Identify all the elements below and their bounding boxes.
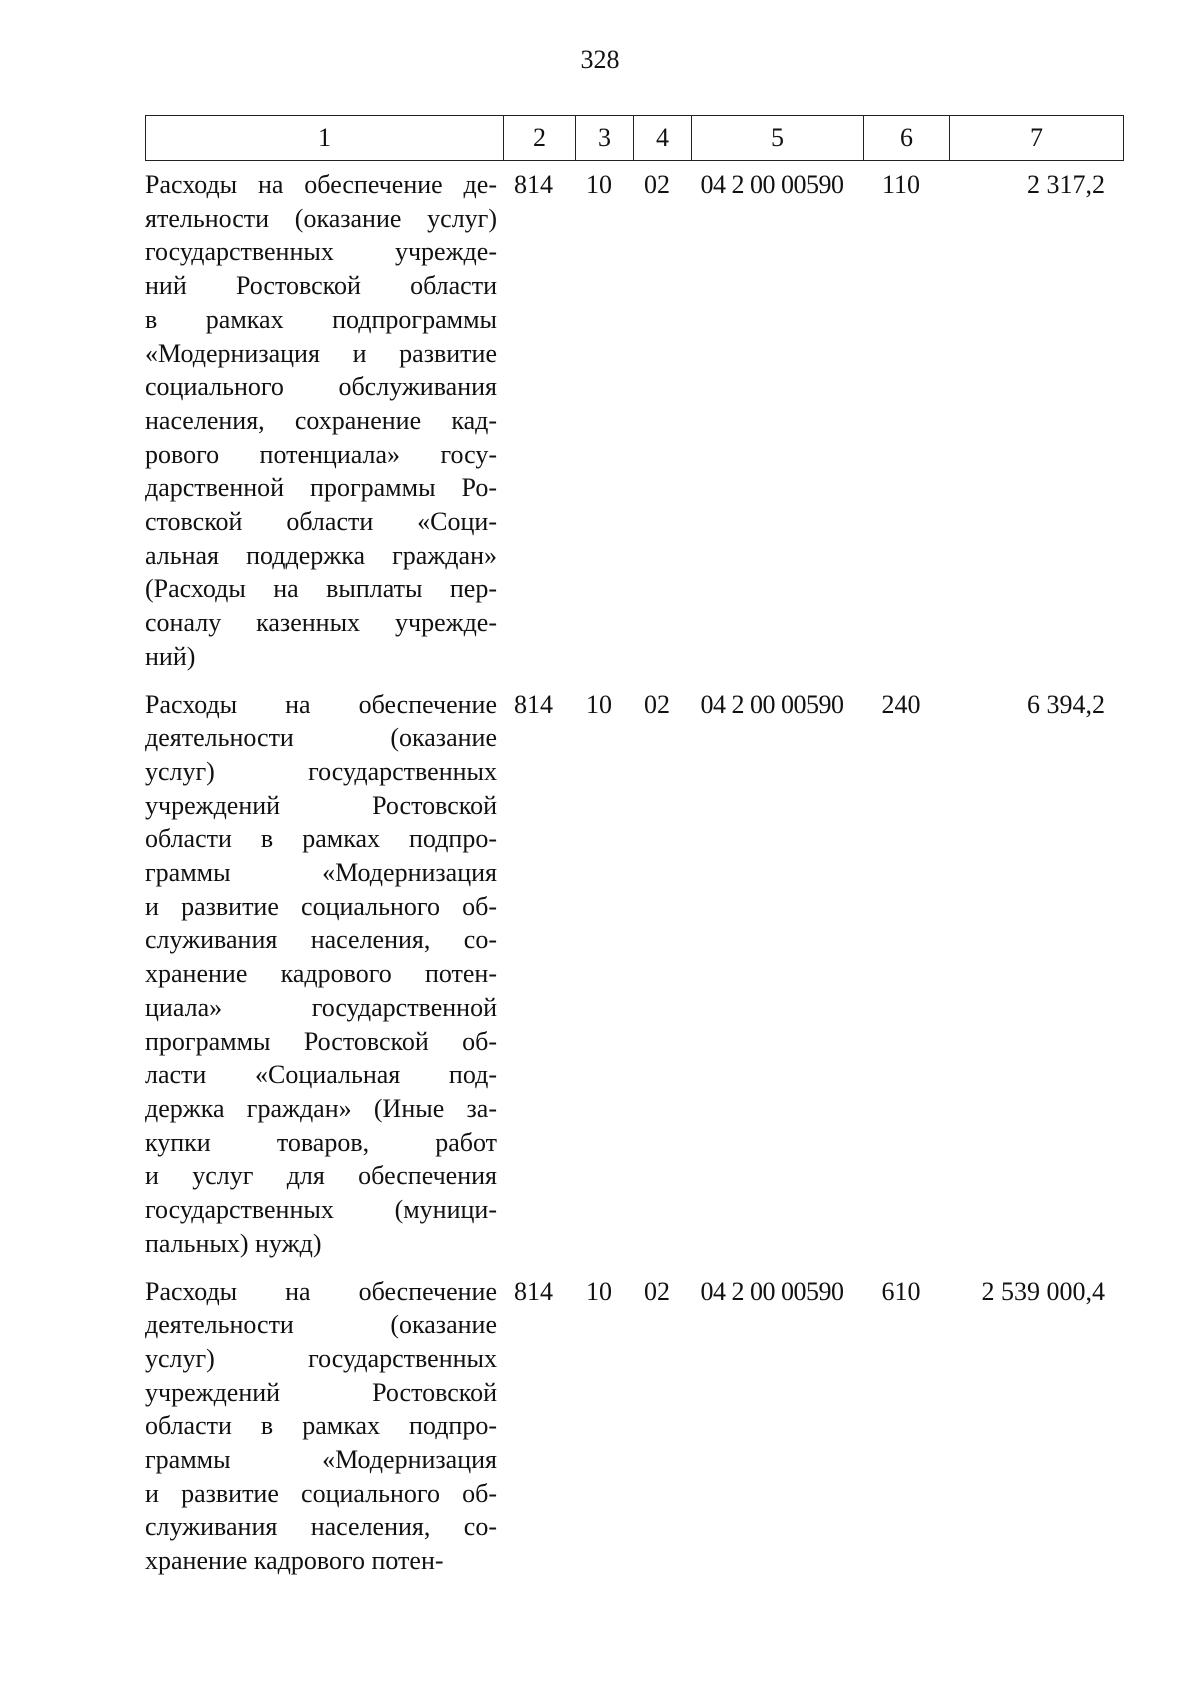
description-line: хранение кадрового потен- xyxy=(145,959,497,989)
description-line: и развитие социального об- xyxy=(145,891,497,921)
column-header-3: 3 xyxy=(576,116,634,161)
description-line: Расходы на обеспечение xyxy=(145,689,497,719)
description-line: учреждений Ростовской xyxy=(145,1377,497,1407)
description-line: учреждений Ростовской xyxy=(145,790,497,820)
amount-cell: 2 539 000,4 xyxy=(981,1276,1105,1306)
table-row xyxy=(145,688,1125,1261)
row-description xyxy=(145,1275,497,1578)
section-code-cell: 10 xyxy=(586,689,612,719)
ministry-code-cell: 814 xyxy=(514,170,553,199)
column-header-5: 5 xyxy=(692,116,864,161)
description-line: населения, сохранение кад- xyxy=(145,405,497,435)
description-line: услуг) государственных xyxy=(145,756,497,786)
description-line: (Расходы на выплаты пер- xyxy=(145,574,497,604)
description-line: альная поддержка граждан» xyxy=(145,540,497,570)
subsection-code-cell: 02 xyxy=(644,689,670,719)
description-line: деятельности (оказание xyxy=(145,723,497,753)
column-header-7: 7 xyxy=(950,116,1124,161)
description-line: служивания населения, со- xyxy=(145,925,497,955)
description-line: деятельности (оказание xyxy=(145,1310,497,1340)
expense-type-cell: 240 xyxy=(881,689,921,719)
description-line: граммы «Модернизация xyxy=(145,858,497,888)
description-line: соналу казенных учрежде- xyxy=(145,608,497,638)
description-line: циала» государственной xyxy=(145,992,497,1022)
column-header-row xyxy=(146,116,1124,161)
description-line: в рамках подпрограммы xyxy=(145,304,497,334)
subsection-code-cell: 02 xyxy=(644,170,670,199)
expense-type-cell: 610 xyxy=(881,1276,921,1306)
description-line: ний Ростовской области xyxy=(145,271,497,301)
table-body xyxy=(145,168,1125,1592)
description-line: пальных) нужд) xyxy=(145,1228,322,1258)
description-line: купки товаров, работ xyxy=(145,1127,497,1157)
description-line: держка граждан» (Иные за- xyxy=(145,1093,497,1123)
table-row xyxy=(145,168,1125,674)
description-line: и услуг для обеспечения xyxy=(145,1161,497,1191)
description-line: рового потенциала» госу- xyxy=(145,439,497,469)
column-header-6: 6 xyxy=(864,116,950,161)
ministry-code-cell: 814 xyxy=(514,1276,553,1306)
description-line: ний) xyxy=(145,641,196,671)
description-line: социального обслуживания xyxy=(145,372,497,402)
section-code-cell: 10 xyxy=(586,170,612,199)
description-line: государственных (муници- xyxy=(145,1195,497,1225)
ministry-code-cell: 814 xyxy=(514,689,553,719)
target-article-cell: 04 2 00 00590 xyxy=(700,170,844,199)
description-line: и развитие социального об- xyxy=(145,1478,497,1508)
description-line: области в рамках подпро- xyxy=(145,1411,497,1441)
description-line: ятельности (оказание услуг) xyxy=(145,203,497,233)
description-line: ласти «Социальная под- xyxy=(145,1060,497,1090)
page-number: 328 xyxy=(580,45,620,74)
column-header-1: 1 xyxy=(146,116,504,161)
description-line: граммы «Модернизация xyxy=(145,1445,497,1475)
section-code-cell: 10 xyxy=(586,1276,612,1306)
description-line: стовской области «Соци- xyxy=(145,507,497,537)
description-line: служивания населения, со- xyxy=(145,1512,497,1542)
description-line: хранение кадрового потен- xyxy=(145,1546,444,1576)
amount-cell: 2 317,2 xyxy=(1027,170,1105,199)
description-line: дарственной программы Ро- xyxy=(145,473,497,503)
description-line: программы Ростовской об- xyxy=(145,1026,497,1056)
expense-type-cell: 110 xyxy=(881,170,921,199)
column-header-4: 4 xyxy=(634,116,692,161)
row-description xyxy=(145,168,497,674)
target-article-cell: 04 2 00 00590 xyxy=(700,1276,844,1306)
description-line: «Модернизация и развитие xyxy=(145,338,497,368)
amount-cell: 6 394,2 xyxy=(1027,689,1105,719)
row-description xyxy=(145,688,497,1261)
description-line: области в рамках подпро- xyxy=(145,824,497,854)
description-line: государственных учрежде- xyxy=(145,237,497,267)
table-row xyxy=(145,1275,1125,1578)
description-line: Расходы на обеспечение xyxy=(145,1276,497,1306)
column-header-2: 2 xyxy=(504,116,576,161)
description-line: Расходы на обеспечение де- xyxy=(145,170,497,199)
subsection-code-cell: 02 xyxy=(644,1276,670,1306)
description-line: услуг) государственных xyxy=(145,1343,497,1373)
target-article-cell: 04 2 00 00590 xyxy=(700,689,844,719)
column-header-table xyxy=(145,115,1124,161)
